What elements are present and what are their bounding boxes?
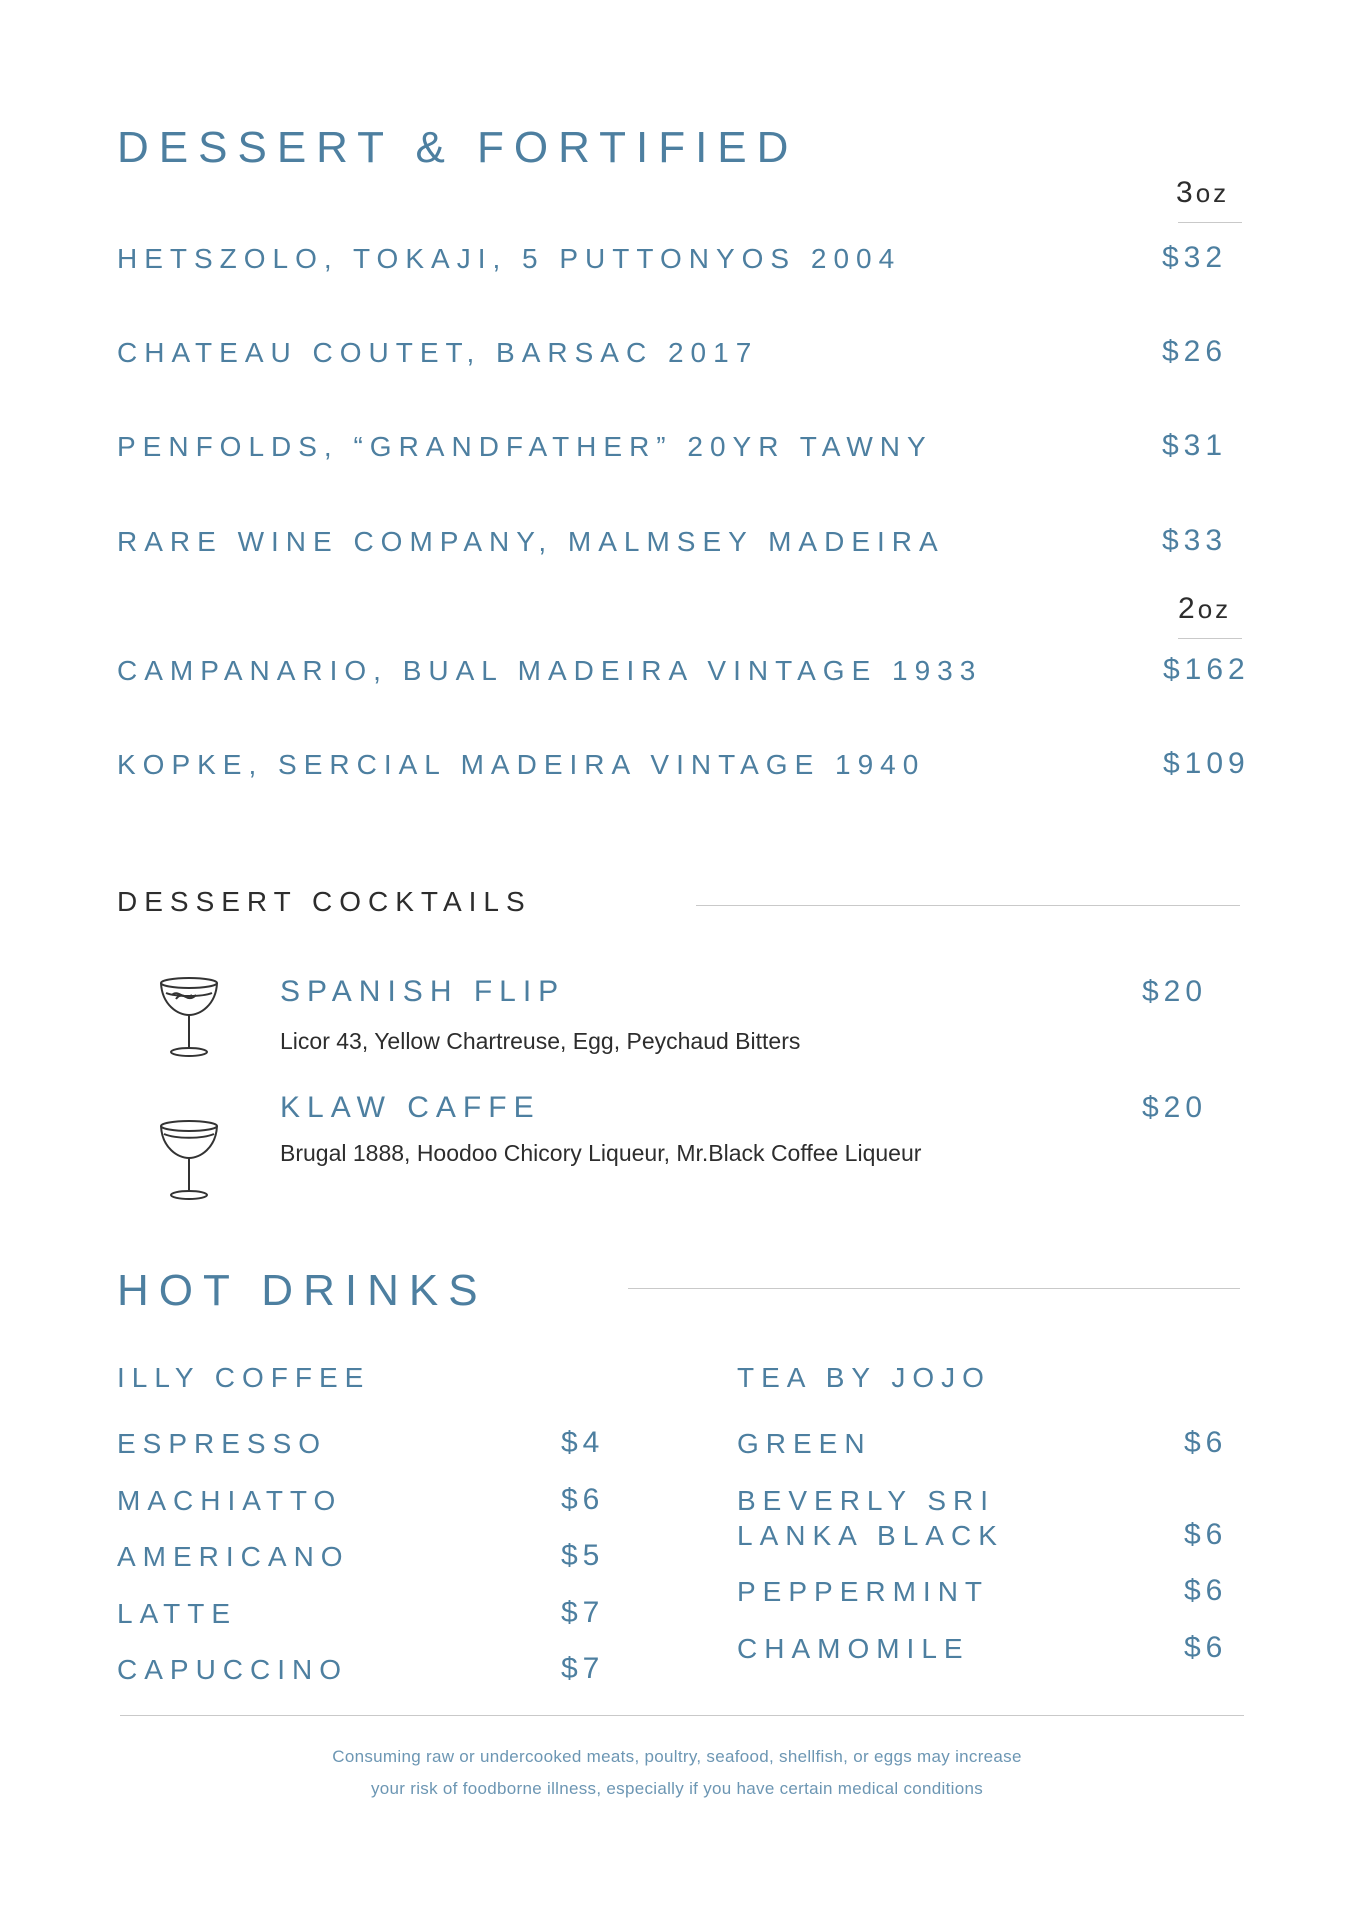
coffee-item-price: $7 [561, 1652, 605, 1685]
footer-disclaimer-line2: your risk of foodborne illness, especially if you have certain medical conditions [370, 1779, 984, 1798]
tea-item-price: $6 [1184, 1518, 1228, 1551]
cocktail-description: Licor 43, Yellow Chartreuse, Egg, Peychaud Bitters [280, 1028, 801, 1054]
tea-item-name: CHAMOMILE [737, 1633, 970, 1664]
pour-size-2oz [1178, 592, 1231, 626]
pour-size-3oz [1176, 176, 1229, 210]
tea-item-price: $6 [1184, 1574, 1228, 1607]
cocktail-description: Brugal 1888, Hoodoo Chicory Liqueur, Mr.Black Coffee Liqueur [280, 1140, 922, 1166]
wine-price: $33 [1162, 524, 1228, 557]
wine-name: PENFOLDS, “GRANDFATHER” 20YR TAWNY [117, 431, 933, 462]
coffee-item-name: ESPRESSO [117, 1428, 328, 1459]
coffee-heading: ILLY COFFEE [117, 1362, 371, 1393]
pour-size-number: 2 [1178, 592, 1198, 625]
tea-heading: TEA BY JOJO [737, 1362, 991, 1393]
coupe-glass-icon [154, 975, 224, 1061]
tea-item-name: GREEN [737, 1428, 872, 1459]
coffee-item-price: $4 [561, 1426, 605, 1459]
tea-item-name: BEVERLY SRI [737, 1485, 996, 1516]
cocktail-price: $20 [1142, 1091, 1208, 1124]
section-divider [696, 905, 1240, 906]
tea-item-price: $6 [1184, 1631, 1228, 1664]
section-divider [628, 1288, 1240, 1289]
footer-disclaimer-line1: Consuming raw or undercooked meats, poultry, seafood, shellfish, or eggs may increase [332, 1747, 1022, 1766]
wine-name: RARE WINE COMPANY, MALMSEY MADEIRA [117, 526, 945, 557]
pour-size-unit: oz [1197, 594, 1232, 624]
wine-price: $109 [1163, 747, 1250, 780]
section-title-hot-drinks: HOT DRINKS [117, 1266, 488, 1315]
coffee-item-price: $5 [561, 1539, 605, 1572]
tea-item-price: $6 [1184, 1426, 1228, 1459]
cocktail-name: KLAW CAFFE [280, 1091, 541, 1124]
pour-size-underline [1178, 638, 1242, 639]
coupe-glass-icon [154, 1118, 224, 1204]
tea-item-name-line2: LANKA BLACK [737, 1520, 1004, 1551]
coffee-item-name: MACHIATTO [117, 1485, 343, 1516]
wine-name: HETSZOLO, TOKAJI, 5 PUTTONYOS 2004 [117, 243, 902, 274]
cocktail-name: SPANISH FLIP [280, 975, 566, 1008]
cocktail-price: $20 [1142, 975, 1208, 1008]
wine-price: $32 [1162, 241, 1228, 274]
wine-price: $26 [1162, 335, 1228, 368]
tea-item-name: PEPPERMINT [737, 1576, 990, 1607]
wine-name: KOPKE, SERCIAL MADEIRA VINTAGE 1940 [117, 749, 926, 780]
section-title-dessert-fortified: DESSERT & FORTIFIED [117, 123, 799, 172]
coffee-item-price: $6 [561, 1483, 605, 1516]
pour-size-underline [1178, 222, 1242, 223]
wine-name: CAMPANARIO, BUAL MADEIRA VINTAGE 1933 [117, 655, 983, 686]
coffee-item-name: AMERICANO [117, 1541, 350, 1572]
coffee-item-name: LATTE [117, 1598, 238, 1629]
pour-size-number: 3 [1176, 176, 1196, 209]
footer-divider [120, 1715, 1244, 1716]
wine-name: CHATEAU COUTET, BARSAC 2017 [117, 337, 759, 368]
section-title-dessert-cocktails: DESSERT COCKTAILS [117, 886, 532, 917]
coffee-item-price: $7 [561, 1596, 605, 1629]
coffee-item-name: CAPUCCINO [117, 1654, 349, 1685]
wine-price: $162 [1163, 653, 1250, 686]
wine-price: $31 [1162, 429, 1228, 462]
pour-size-unit: oz [1195, 178, 1230, 208]
